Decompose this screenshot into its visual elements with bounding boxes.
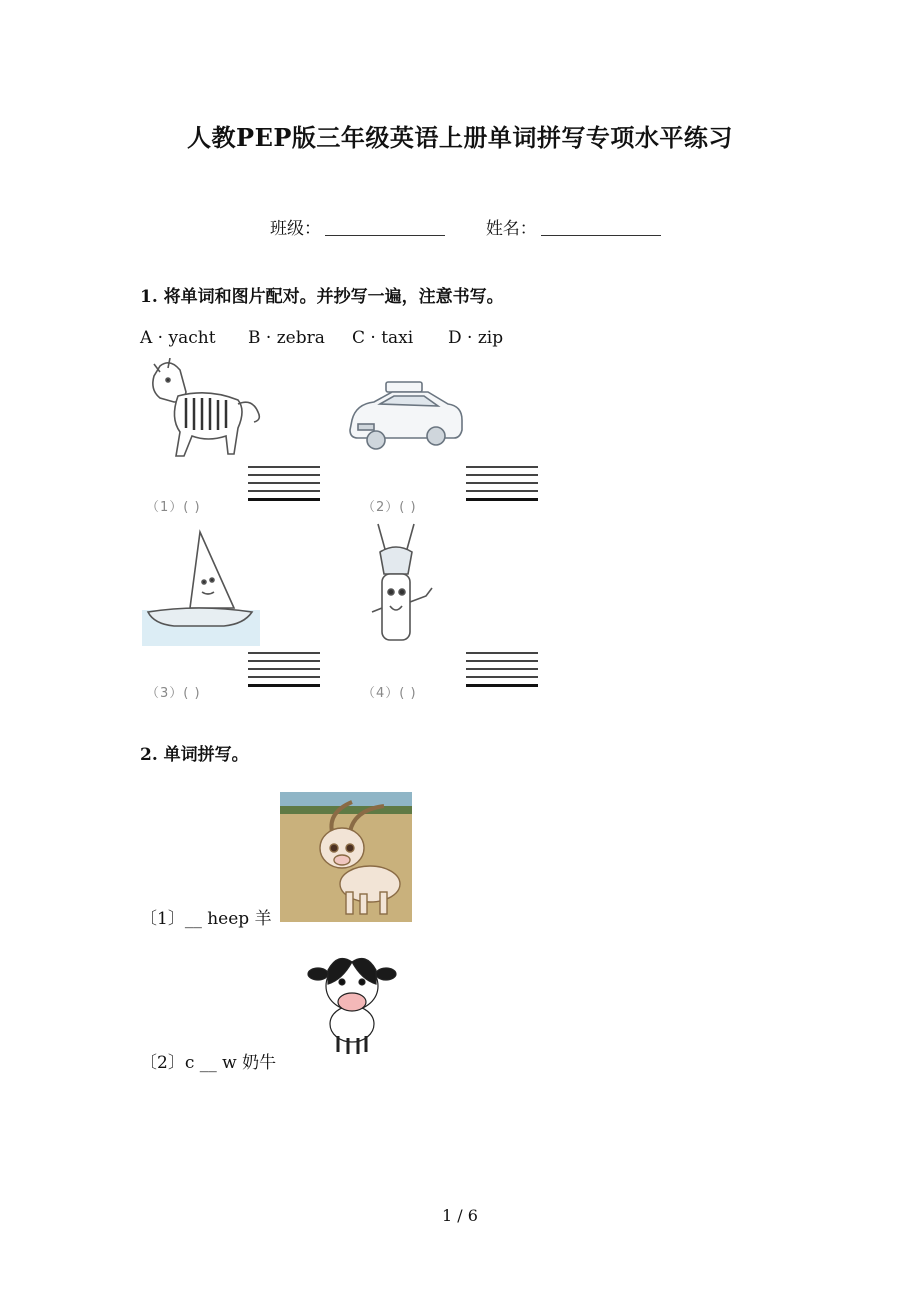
yacht-image xyxy=(142,528,260,648)
q1-heading: 1. 将单词和图片配对。并抄写一遍，注意书写。 xyxy=(140,287,504,307)
q2-heading: 2. 单词拼写。 xyxy=(140,745,249,765)
writing-lines-1[interactable] xyxy=(248,466,320,507)
writing-lines-3[interactable] xyxy=(248,652,320,693)
q1-caption-3: （3）( ) xyxy=(146,686,201,701)
q2-item-1: 〔1〕__ heep 羊 xyxy=(140,909,272,929)
name-blank[interactable] xyxy=(541,219,661,236)
q2-item-2: 〔2〕c __ w 奶牛 xyxy=(140,1053,277,1073)
zip-image xyxy=(366,522,442,648)
q1-caption-1: （1）( ) xyxy=(146,500,201,515)
option-d: D · zip xyxy=(448,328,504,348)
writing-lines-4[interactable] xyxy=(466,652,538,693)
class-blank[interactable] xyxy=(325,219,445,236)
option-a: A · yacht xyxy=(140,328,216,348)
option-c: C · taxi xyxy=(352,328,414,348)
sheep-image xyxy=(280,792,412,922)
option-b: B · zebra xyxy=(248,328,325,348)
cow-image xyxy=(304,940,400,1056)
writing-lines-2[interactable] xyxy=(466,466,538,507)
name-label: 姓名： xyxy=(485,219,537,239)
page-number: 1 / 6 xyxy=(442,1206,478,1225)
taxi-image xyxy=(346,380,464,454)
q1-caption-4: （4）( ) xyxy=(362,686,417,701)
zebra-image xyxy=(138,358,268,460)
page-title: 人教PEP版三年级英语上册单词拼写专项水平练习 xyxy=(187,123,733,152)
q1-caption-2: （2）( ) xyxy=(362,500,417,515)
student-info xyxy=(270,214,661,239)
class-label: 班级： xyxy=(270,219,321,239)
